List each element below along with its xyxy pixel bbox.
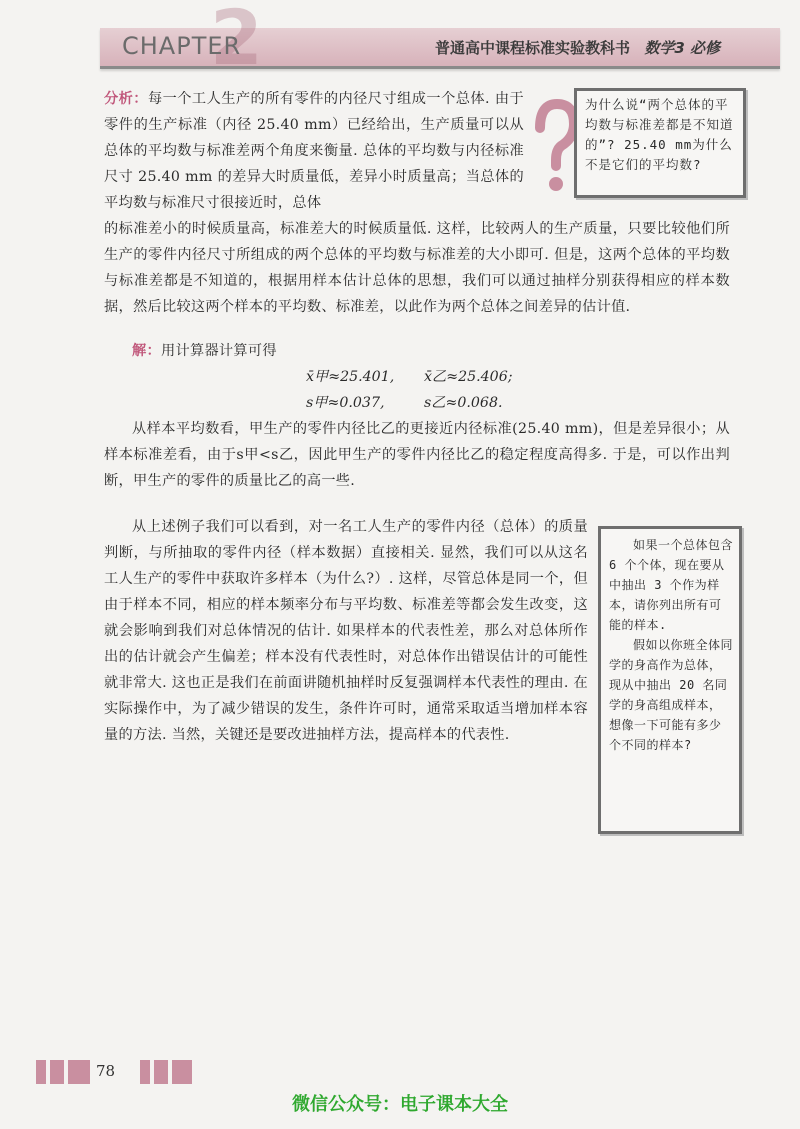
- wechat-watermark: 微信公众号：电子课本大全: [292, 1094, 508, 1115]
- footer-bar-segment: [68, 1060, 90, 1084]
- book-subject: 数学3 必修: [644, 39, 720, 57]
- footer-bar-segment: [154, 1060, 168, 1084]
- formula-sd-jia: s甲≈0.037,: [306, 395, 385, 411]
- footer-bar-segment: [140, 1060, 150, 1084]
- solution-conclusion: [104, 416, 730, 494]
- discussion-text: 从上述例子我们可以看到，对一名工人生产的零件内径（总体）的质量判断，与所抽取的零件内径（样本数据）直接相关. 显然，我们可以从这名工人生产的零件中获取许多样本（为什么?）. 这样，尽管总体是同一个，但由于样本不同，相应的样本频率分布与平均数、标准差等都会发生改变，这就会影响到我们对总体情况的估计. 如果样本的代表性差，那么对总体所作出的估计就会产生偏差；样本没有代表性时，对总体作出错误估计的可能性就非常大. 这也正是我们在前面讲随机抽样时反复强调样本代表性的理由. 在实际操作中，为了减少错误的发生，条件许可时，通常采取适当增加样本容量的方法. 当然，关键还是要改进抽样方法，提高样本的代表性.: [104, 519, 588, 743]
- discussion-paragraph: [104, 514, 588, 748]
- side-note-2-text-2: 假如以你班全体同学的身高作为总体，现从中抽出 20 名同学的身高组成样本，想像一下可能有多少个不同的样本?: [609, 638, 734, 752]
- formula-mean-yi: x̄乙≈25.406;: [424, 369, 513, 385]
- footer-bar-segment: [50, 1060, 64, 1084]
- solution-label: 解：: [132, 343, 161, 359]
- side-note-exercise: [598, 526, 742, 834]
- side-note-1-text: 为什么说“两个总体的平均数与标准差都是不知道的”? 25.40 mm为什么不是它们的平均数?: [585, 97, 734, 172]
- footer-bar-segment: [36, 1060, 46, 1084]
- side-note-question: [574, 88, 746, 198]
- analysis-paragraph-bottom: [104, 216, 730, 320]
- solution-intro: [104, 338, 730, 364]
- chapter-number: 2: [210, 0, 263, 82]
- analysis-text-1: 每一个工人生产的所有零件的内径尺寸组成一个总体. 由于零件的生产标准（内径 25.40 mm）已经给出，生产质量可以从总体的平均数与标准差两个角度来衡量. 总体的平均数与内径标准尺寸 25.40 mm 的差异大时质量低，差异小时质量高；当总体的平均数与标准尺寸很接近时，总体: [104, 91, 524, 211]
- solution-intro-text: 用计算器计算可得: [160, 343, 277, 359]
- chapter-word: CHAPTER: [122, 32, 242, 60]
- footer-bar-segment: [172, 1060, 192, 1084]
- book-title: 普通高中课程标准实验教科书: [434, 39, 630, 57]
- solution-conclusion-text: 从样本平均数看，甲生产的零件内径比乙的更接近内径标准(25.40 mm)，但是差异很小；从样本标准差看，由于s甲<s乙，因此甲生产的零件内径比乙的稳定程度高得多. 于是，可以作出判断，甲生产的零件的质量比乙的高一些.: [104, 421, 730, 489]
- side-note-2-text-1: 如果一个总体包含 6 个个体，现在要从中抽出 3 个作为样本，请你列出所有可能的样本.: [609, 538, 734, 632]
- analysis-paragraph-top: [104, 86, 524, 216]
- analysis-label: 分析：: [104, 91, 148, 107]
- chapter-header: [100, 0, 780, 82]
- formula-mean-jia: x̄甲≈25.401,: [306, 369, 395, 385]
- formula-sd-yi: s乙≈0.068.: [424, 395, 503, 411]
- analysis-text-2: 的标准差小的时候质量高，标准差大的时候质量低. 这样，比较两人的生产质量，只要比较他们所生产的零件内径尺寸所组成的两个总体的平均数与标准差的大小即可. 但是，这两个总体的平均数与标准差都是不知道的，根据用样本估计总体的思想，我们可以通过抽样分别获得相应的样本数据，然后比较这两个样本的平均数、标准差，以此作为两个总体之间差异的估计值.: [104, 221, 730, 315]
- page-number: 78: [96, 1062, 116, 1080]
